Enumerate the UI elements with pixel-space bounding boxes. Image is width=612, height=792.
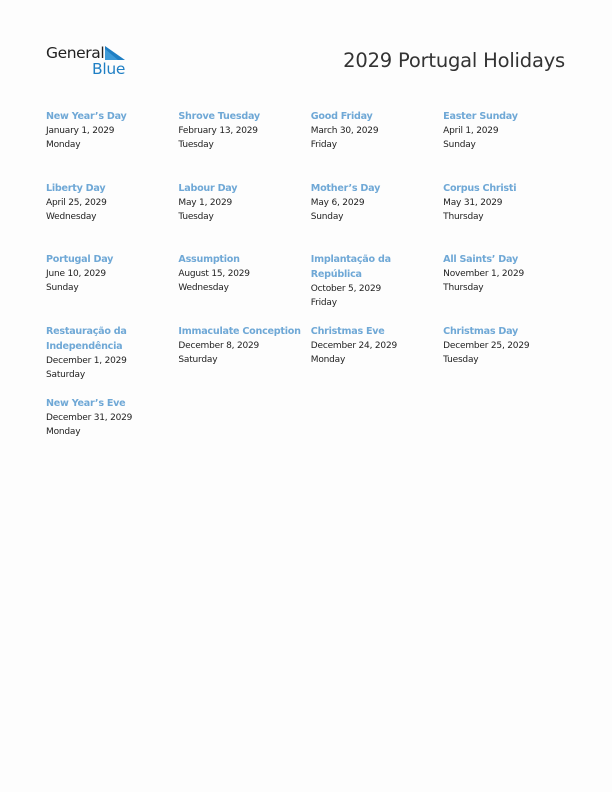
holiday-weekday: Friday <box>310 140 337 150</box>
holiday-entry <box>178 324 310 396</box>
holiday-row <box>46 109 586 181</box>
holiday-row <box>46 181 586 252</box>
holiday-weekday: Tuesday <box>178 212 214 222</box>
holiday-weekday: Tuesday <box>443 355 479 365</box>
holiday-name: Implantação da República <box>310 254 391 280</box>
holiday-name: Liberty Day <box>46 183 106 194</box>
holiday-date: December 31, 2029 <box>46 413 133 423</box>
holiday-entry <box>46 181 178 252</box>
holiday-weekday: Monday <box>46 427 81 437</box>
holiday-date: February 13, 2029 <box>178 126 258 136</box>
holiday-name: Portugal Day <box>46 254 114 265</box>
holiday-date: October 5, 2029 <box>310 284 382 294</box>
logo-triangle-icon <box>105 46 125 60</box>
holiday-entry <box>443 324 575 396</box>
logo-text-general: General <box>46 44 105 62</box>
holiday-weekday: Saturday <box>178 355 218 365</box>
holiday-entry <box>311 181 443 252</box>
holiday-grid <box>46 109 586 446</box>
holiday-entry <box>46 109 178 181</box>
holiday-row <box>46 324 586 396</box>
holiday-weekday: Friday <box>310 298 337 308</box>
holiday-entry <box>178 252 310 324</box>
holiday-name: All Saints’ Day <box>443 254 518 265</box>
holiday-name: Christmas Day <box>443 326 519 337</box>
holiday-date: May 31, 2029 <box>443 198 503 208</box>
holiday-date: November 1, 2029 <box>443 269 525 279</box>
holiday-date: May 6, 2029 <box>310 198 365 208</box>
holiday-row <box>46 252 586 324</box>
holiday-weekday: Sunday <box>443 140 476 150</box>
holiday-name: Labour Day <box>178 183 238 194</box>
holiday-entry <box>443 252 575 324</box>
holiday-name: Immaculate Conception <box>178 326 301 337</box>
holiday-name: Assumption <box>178 254 240 265</box>
holiday-name: Shrove Tuesday <box>178 111 260 122</box>
holiday-date: August 15, 2029 <box>178 269 250 279</box>
holiday-name: Mother’s Day <box>310 183 381 194</box>
holiday-entry <box>46 396 178 446</box>
holiday-name: Christmas Eve <box>310 326 385 337</box>
holiday-weekday: Monday <box>46 140 81 150</box>
holiday-date: December 1, 2029 <box>46 356 127 366</box>
holiday-name: Easter Sunday <box>443 111 518 122</box>
holiday-date: June 10, 2029 <box>46 269 106 279</box>
holiday-date: December 8, 2029 <box>178 341 260 351</box>
holiday-entry <box>443 109 575 181</box>
holiday-weekday: Saturday <box>46 370 85 380</box>
holiday-date: April 25, 2029 <box>46 198 107 208</box>
holiday-date: April 1, 2029 <box>443 126 499 136</box>
logo <box>46 44 136 78</box>
holiday-name: Corpus Christi <box>443 183 517 194</box>
logo-text-blue: Blue <box>92 60 126 78</box>
holiday-entry <box>178 181 310 252</box>
holiday-weekday: Monday <box>310 355 346 365</box>
holiday-weekday: Sunday <box>310 212 344 222</box>
holiday-entry <box>443 181 575 252</box>
holiday-entry <box>46 252 178 324</box>
holiday-entry <box>311 252 443 324</box>
holiday-entry <box>311 109 443 181</box>
holiday-date: December 25, 2029 <box>443 341 530 351</box>
holiday-entry <box>46 324 178 396</box>
holiday-date: December 24, 2029 <box>310 341 397 351</box>
holiday-entry <box>178 109 310 181</box>
holiday-weekday: Tuesday <box>178 140 214 150</box>
holiday-name: Good Friday <box>310 111 373 122</box>
holiday-name: Restauração da Independência <box>46 326 127 352</box>
holiday-weekday: Wednesday <box>46 212 97 222</box>
holiday-weekday: Sunday <box>46 283 79 293</box>
holiday-weekday: Wednesday <box>178 283 229 293</box>
holiday-entry <box>311 324 443 396</box>
holiday-name: New Year’s Day <box>46 111 127 122</box>
holiday-weekday: Thursday <box>443 283 484 293</box>
holiday-row <box>46 396 586 446</box>
holiday-date: March 30, 2029 <box>310 126 379 136</box>
holiday-date: May 1, 2029 <box>178 198 233 208</box>
holiday-date: January 1, 2029 <box>46 126 115 136</box>
holiday-weekday: Thursday <box>443 212 484 222</box>
page-title: 2029 Portugal Holidays <box>343 49 565 72</box>
holiday-name: New Year’s Eve <box>46 398 126 409</box>
